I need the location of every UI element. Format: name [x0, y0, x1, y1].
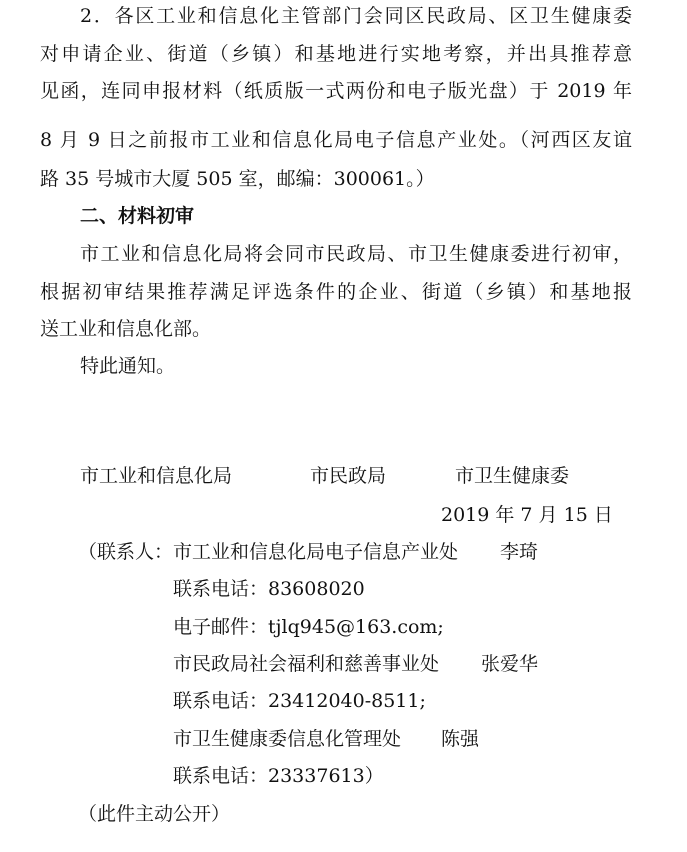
contact-3-phone: 联系电话：23337613）	[173, 765, 384, 787]
paragraph-2-line-1: 2．各区工业和信息化主管部门会同区民政局、区卫生健康委	[80, 5, 632, 27]
paragraph-2-line-5: 路 35 号城市大厦 505 室，邮编：300061。）	[40, 168, 435, 190]
contact-2-name: 张爱华	[481, 653, 539, 675]
contact-2-department: 市民政局社会福利和慈善事业处	[173, 653, 440, 675]
contact-1-name: 李琦	[500, 541, 539, 563]
contact-1-email: 电子邮件：tjlq945@163.com;	[173, 616, 444, 638]
contact-2-phone: 联系电话：23412040-8511;	[173, 690, 426, 712]
contact-1-phone: 联系电话：83608020	[173, 578, 365, 600]
paragraph-3-line-2: 根据初审结果推荐满足评选条件的企业、街道（乡镇）和基地报	[40, 281, 632, 303]
issuer-industry-bureau: 市工业和信息化局	[80, 465, 233, 487]
contact-3-department: 市卫生健康委信息化管理处	[173, 728, 402, 750]
paragraph-3-line-3: 送工业和信息化部。	[40, 318, 212, 340]
closing-text: 特此通知。	[80, 355, 176, 377]
paragraph-2-line-2: 对申请企业、街道（乡镇）和基地进行实地考察，并出具推荐意	[40, 43, 632, 65]
disclosure-note: （此件主动公开）	[78, 803, 231, 825]
contacts-prefix: （联系人：	[78, 541, 174, 563]
paragraph-2-line-4: 8 月 9 日之前报市工业和信息化局电子信息产业处。（河西区友谊	[40, 129, 632, 151]
paragraph-2-line-3: 见函，连同申报材料（纸质版一式两份和电子版光盘）于 2019 年	[40, 80, 632, 102]
issue-date: 2019 年 7 月 15 日	[441, 504, 613, 526]
contact-1-department: 市工业和信息化局电子信息产业处	[173, 541, 459, 563]
contact-3-name: 陈强	[441, 728, 480, 750]
issuer-health-commission: 市卫生健康委	[455, 465, 570, 487]
paragraph-3-line-1: 市工业和信息化局将会同市民政局、市卫生健康委进行初审，	[80, 243, 632, 265]
issuer-civil-affairs-bureau: 市民政局	[310, 465, 387, 487]
section-heading: 二、材料初审	[80, 205, 195, 227]
